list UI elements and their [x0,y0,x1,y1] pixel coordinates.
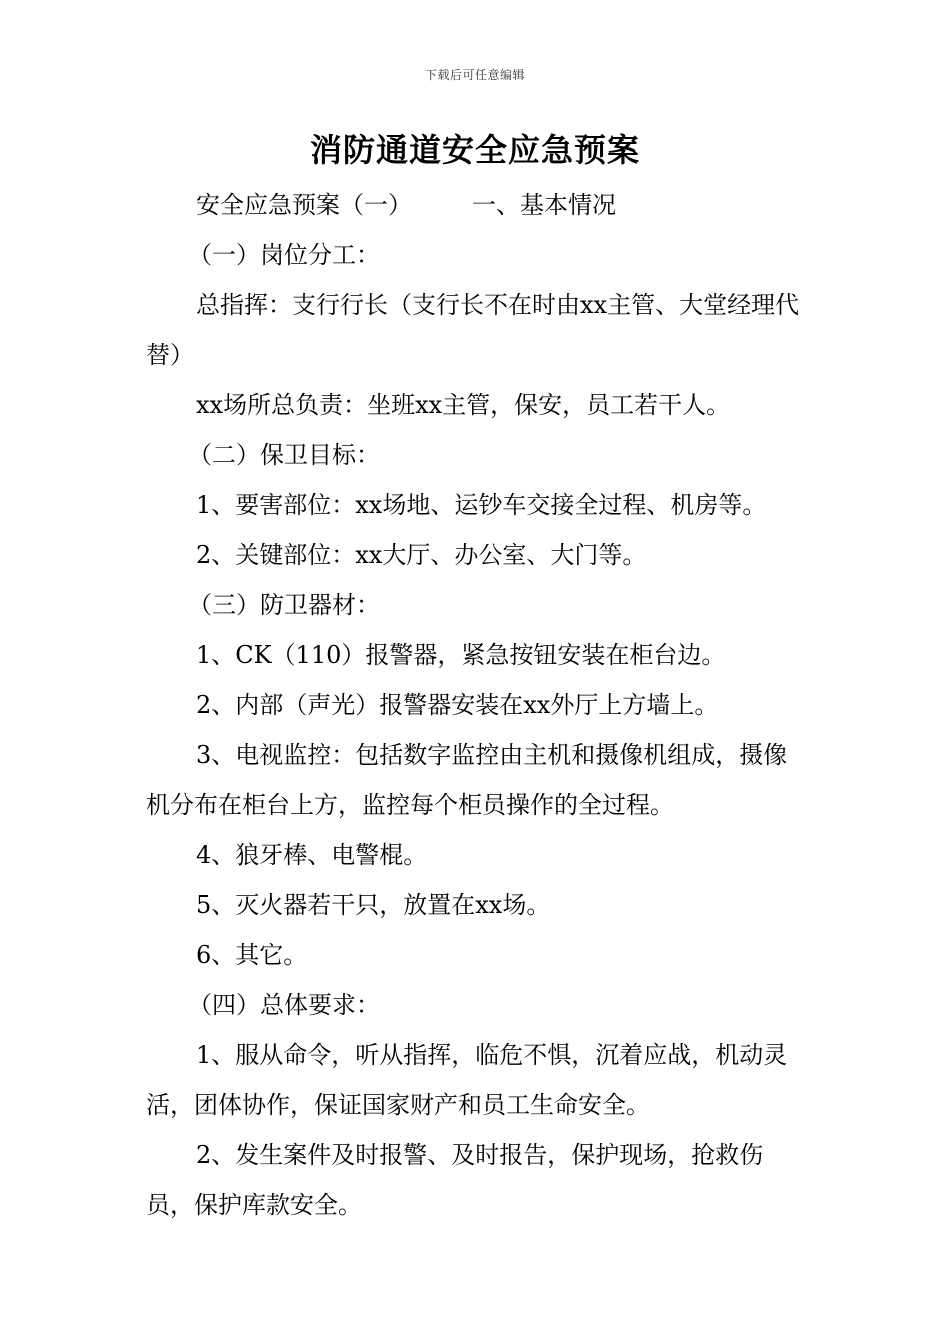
list-item: 1、服从命令，听从指挥，临危不惧，沉着应战，机动灵活，团体协作，保证国家财产和员工生命安全。 [146,1041,788,1119]
subheading-protection-targets: （二）保卫目标： [188,441,380,469]
header-note: 下载后可任意编辑 [424,68,525,82]
subheading-job-division: （一）岗位分工： [188,241,380,269]
list-item: 1、CK（110）报警器，紧急按钮安装在柜台边。 [196,641,726,669]
list-item: 1、要害部位：xx场地、运钞车交接全过程、机房等。 [196,491,767,519]
list-item: 6、其它。 [196,941,308,969]
subheading-general-requirements: （四）总体要求： [188,991,380,1019]
list-item: 2、发生案件及时报警、及时报告，保护现场，抢救伤员，保护库款安全。 [146,1141,764,1219]
list-item: 2、关键部位：xx大厅、办公室、大门等。 [196,541,647,569]
section-heading-basic-info: 一、基本情况 [472,191,616,219]
list-item: 3、电视监控：包括数字监控由主机和摄像机组成，摄像机分布在柜台上方，监控每个柜员操作的全过程。 [146,741,788,819]
paragraph-site-lead: xx场所总负责：坐班xx主管，保安，员工若干人。 [196,391,731,419]
document-title: 消防通道安全应急预案 [309,131,640,169]
plan-label: 安全应急预案（一） [196,191,412,219]
intro-line [146,180,811,230]
document-body [146,180,811,1230]
list-item: 5、灭火器若干只，放置在xx场。 [196,891,551,919]
paragraph-commander: 总指挥：支行行长（支行长不在时由xx主管、大堂经理代替） [146,291,800,369]
list-item: 4、狼牙棒、电警棍。 [196,841,428,869]
subheading-defense-equipment: （三）防卫器材： [188,591,380,619]
list-item: 2、内部（声光）报警器安装在xx外厅上方墙上。 [196,691,719,719]
